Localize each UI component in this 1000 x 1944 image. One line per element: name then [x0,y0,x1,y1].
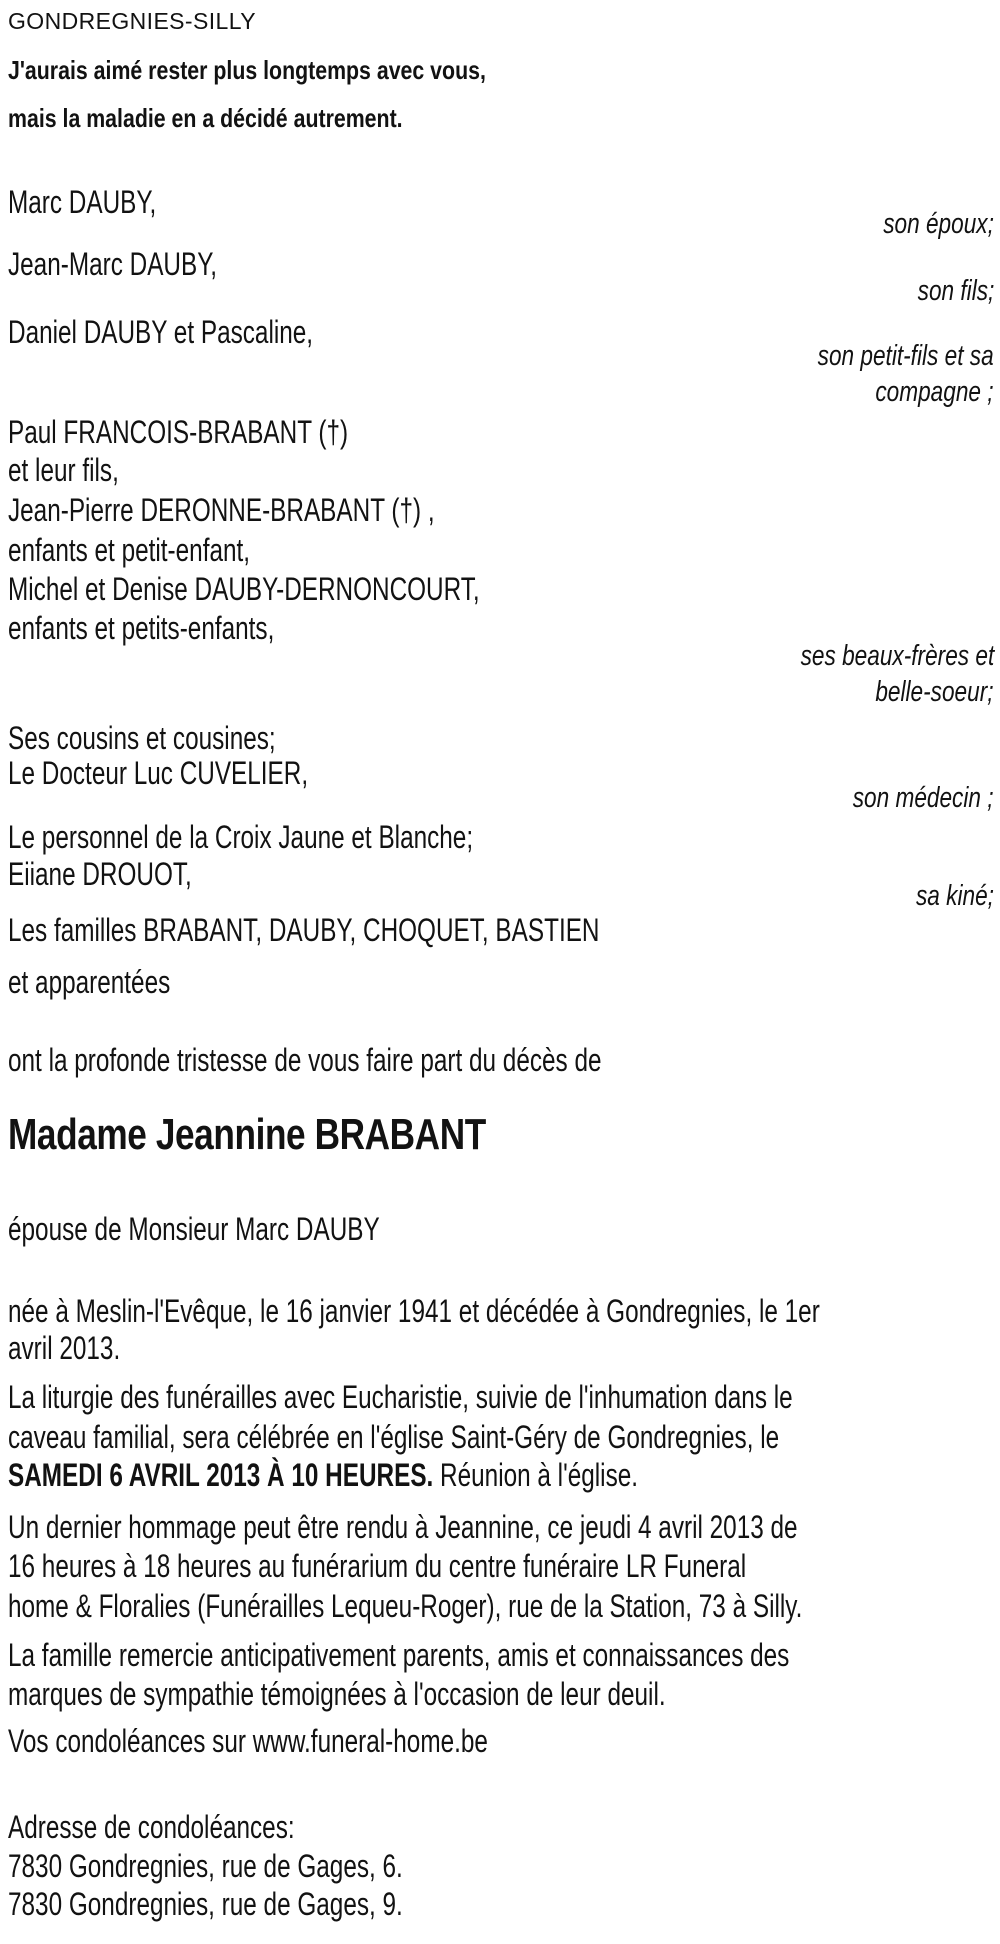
mourner-families-line-2: et apparentées [8,964,171,1000]
mourner-inlaw-line-2: et leur fils, [8,452,119,488]
funeral-date-bold: SAMEDI 6 AVRIL 2013 À 10 HEURES. [8,1457,434,1493]
mourner-cousins: Ses cousins et cousines; [8,720,276,756]
mourner-families-line-1: Les familles BRABANT, DAUBY, CHOQUET, BASTIEN [8,912,600,948]
mourner-physio-name: Eiiane DROUOT, [8,856,192,892]
address-line-2: 7830 Gondregnies, rue de Gages, 9. [8,1886,403,1922]
region-label: GONDREGNIES-SILLY [8,8,256,34]
deceased-name-title: Madame Jeannine BRABANT [8,1110,486,1159]
mourner-staff: Le personnel de la Croix Jaune et Blanche; [8,819,474,855]
mourner-grandson-name: Daniel DAUBY et Pascaline, [8,314,314,350]
homage-line-3: home & Floralies (Funérailles Lequeu-Roger), rue de la Station, 73 à Silly. [8,1588,803,1624]
deceased-spouse-line: épouse de Monsieur Marc DAUBY [8,1211,380,1247]
relation-doctor: son médecin ; [853,782,994,814]
mourner-inlaw-line-5: Michel et Denise DAUBY-DERNONCOURT, [8,571,480,607]
mourner-inlaw-line-3: Jean-Pierre DERONNE-BRABANT (†) , [8,492,435,528]
birth-death-line-1: née à Meslin-l'Evêque, le 16 janvier 1941 et décédée à Gondregnies, le 1er [8,1293,820,1329]
epitaph-line-2: mais la maladie en a décidé autrement. [8,103,403,133]
birth-death-line-2: avril 2013. [8,1330,121,1366]
mourner-inlaw-line-1: Paul FRANCOIS-BRABANT (†) [8,414,349,450]
funeral-line-1: La liturgie des funérailles avec Eucharistie, suivie de l'inhumation dans le [8,1379,793,1415]
relation-son: son fils; [917,275,994,307]
relation-physio: sa kiné; [916,880,994,912]
relation-husband: son époux; [883,208,994,240]
funeral-line-2: caveau familial, sera célébrée en l'église Saint-Géry de Gondregnies, le [8,1419,780,1455]
thanks-line-1: La famille remercie anticipativement parents, amis et connaissances des [8,1637,790,1673]
relation-inlaws-2: belle-soeur; [875,676,994,708]
mourner-doctor-name: Le Docteur Luc CUVELIER, [8,755,309,791]
mourner-husband-name: Marc DAUBY, [8,184,157,220]
mourner-inlaw-line-4: enfants et petit-enfant, [8,532,251,568]
epitaph-line-1: J'aurais aimé rester plus longtemps avec vous, [8,55,486,85]
homage-line-2: 16 heures à 18 heures au funérarium du centre funéraire LR Funeral [8,1548,747,1584]
homage-line-1: Un dernier hommage peut être rendu à Jeannine, ce jeudi 4 avril 2013 de [8,1509,798,1545]
funeral-date-line [8,1457,638,1494]
relation-grandson-2: compagne ; [875,376,994,408]
mourner-inlaw-line-6: enfants et petits-enfants, [8,610,275,646]
thanks-line-2: marques de sympathie témoignées à l'occasion de leur deuil. [8,1676,666,1712]
relation-inlaws-1: ses beaux-frères et [800,640,994,672]
condolences-prefix: Vos condoléances sur [8,1723,253,1759]
address-line-1: 7830 Gondregnies, rue de Gages, 6. [8,1848,403,1884]
announcement-line: ont la profonde tristesse de vous faire part du décès de [8,1042,602,1078]
mourner-son-name: Jean-Marc DAUBY, [8,246,218,282]
condolences-online-line [8,1723,488,1760]
condolences-url[interactable]: www.funeral-home.be [252,1723,488,1759]
funeral-date-rest: Réunion à l'église. [433,1457,639,1493]
relation-grandson-1: son petit-fils et sa [817,340,994,372]
address-heading: Adresse de condoléances: [8,1809,295,1845]
